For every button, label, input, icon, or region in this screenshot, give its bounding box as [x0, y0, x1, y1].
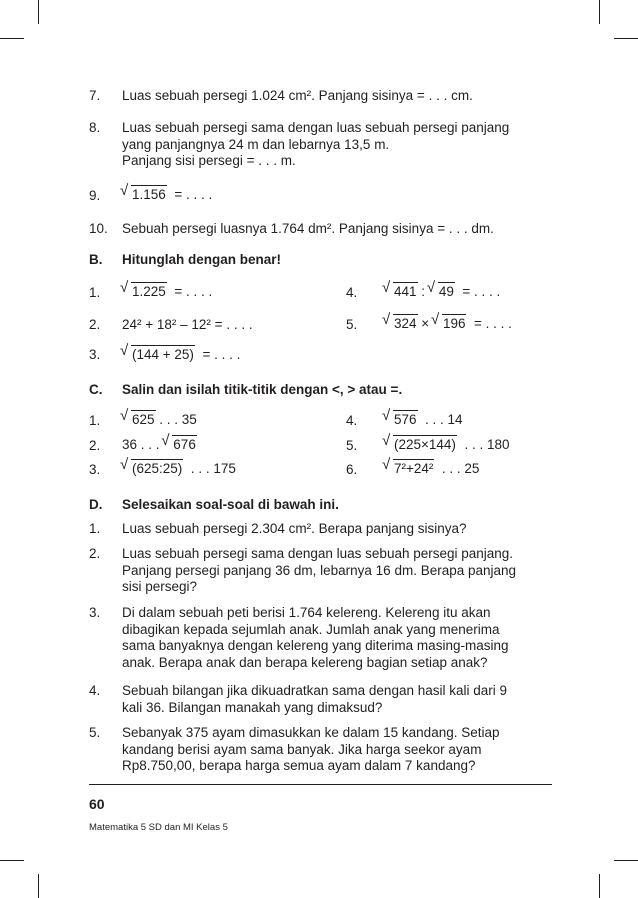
item-number: 5. — [346, 317, 358, 332]
item-number: 1. — [89, 521, 101, 536]
square-root: √ 196 — [433, 314, 467, 331]
square-root: √ 576 — [384, 410, 418, 427]
item-number: 5. — [89, 725, 101, 740]
page-number: 60 — [89, 796, 105, 812]
item-text: Luas sebuah persegi 1.024 cm². Panjang sisinya = . . . cm. — [122, 88, 473, 103]
crop-mark — [38, 874, 39, 898]
section-title: Selesaikan soal-soal di bawah ini. — [122, 497, 339, 512]
square-root: √ (625:25) — [122, 459, 183, 476]
item-expression: √ 7²+24² . . . 25 — [384, 459, 479, 476]
item-number: 2. — [89, 438, 101, 453]
square-root: √ 324 — [384, 314, 418, 331]
item-expression: √ (144 + 25) = . . . . — [122, 345, 240, 362]
square-root: √ 7²+24² — [384, 459, 434, 476]
item-expression: √ (225×144) . . . 180 — [384, 435, 509, 452]
item-number: 3. — [89, 462, 101, 477]
square-root: √ 49 — [429, 282, 455, 299]
item-number: 4. — [89, 683, 101, 698]
footer-divider — [89, 784, 552, 785]
item-number: 1. — [89, 413, 101, 428]
item-number: 9. — [89, 188, 101, 203]
item-number: 3. — [89, 605, 101, 620]
item-number: 5. — [346, 438, 358, 453]
item-expression: √ 1.225 = . . . . — [122, 282, 212, 299]
item-expression: √ 441 : √ 49 = . . . . — [384, 282, 500, 299]
item-number: 6. — [346, 462, 358, 477]
crop-mark — [614, 38, 638, 39]
section-letter: B. — [89, 252, 103, 267]
item-number: 2. — [89, 546, 101, 561]
crop-mark — [0, 38, 24, 39]
item-text: Di dalam sebuah peti berisi 1.764 kelereng. Kelereng itu akan dibagikan kepada sejumlah anak. Jumlah anak yang menerima sama banyaknya dengan kelereng yang diterima masing-masing anak. Berapa anak dan berapa kelereng bagian setiap anak? — [122, 605, 509, 670]
item-number: 1. — [89, 285, 101, 300]
square-root: √ 1.225 — [122, 282, 167, 299]
item-expression: √ (625:25) . . . 175 — [122, 459, 236, 476]
section-title: Salin dan isilah titik-titik dengan <, > atau =. — [122, 382, 403, 397]
item-text: Sebuah persegi luasnya 1.764 dm². Panjang sisinya = . . . dm. — [122, 221, 494, 236]
square-root: √ (225×144) — [384, 435, 457, 452]
crop-mark — [0, 860, 24, 861]
item-text: Sebuah bilangan jika dikuadratkan sama dengan hasil kali dari 9 kali 36. Bilangan manakah yang dimaksud? — [122, 683, 508, 715]
crop-mark — [38, 0, 39, 24]
section-letter: D. — [89, 497, 103, 512]
item-text: Luas sebuah persegi 2.304 cm². Berapa panjang sisinya? — [122, 521, 467, 536]
footer-text: Matematika 5 SD dan MI Kelas 5 — [89, 822, 228, 833]
item-number: 7. — [89, 88, 101, 103]
item-text: Luas sebuah persegi sama dengan luas sebuah persegi panjang. Panjang persegi panjang 36 dm, lebarnya 16 dm. Berapa panjang sisi persegi? — [122, 546, 517, 594]
item-number: 8. — [89, 120, 101, 135]
square-root: √ 441 — [384, 282, 418, 299]
item-expression: √ 576 . . . 14 — [384, 410, 463, 427]
square-root: √ 676 — [163, 435, 197, 452]
item-number: 4. — [346, 285, 358, 300]
item-expression: 36 . . . √ 676 — [122, 435, 197, 452]
item-text: Luas sebuah persegi sama dengan luas sebuah persegi panjang yang panjangnya 24 m dan lebarnya 13,5 m. Panjang sisi persegi = . . . m. — [122, 120, 510, 168]
square-root: √ 625 — [122, 410, 156, 427]
crop-mark — [614, 860, 638, 861]
item-number: 4. — [346, 413, 358, 428]
item-expression: 24² + 18² – 12² = . . . . — [122, 317, 253, 332]
item-expression: √ 1.156 = . . . . — [122, 185, 212, 202]
square-root: √ 1.156 — [122, 185, 167, 202]
square-root: √ (144 + 25) — [122, 345, 195, 362]
section-title: Hitunglah dengan benar! — [122, 252, 282, 267]
section-letter: C. — [89, 382, 103, 397]
crop-mark — [599, 874, 600, 898]
item-number: 3. — [89, 347, 101, 362]
item-expression: √ 625 . . . 35 — [122, 410, 197, 427]
item-expression: √ 324 × √ 196 = . . . . — [384, 314, 512, 331]
crop-mark — [599, 0, 600, 24]
item-text: Sebanyak 375 ayam dimasukkan ke dalam 15 kandang. Setiap kandang berisi ayam sama banyak. Jika harga seekor ayam Rp8.750,00, berapa harga semua ayam dalam 7 kandang? — [122, 725, 500, 773]
item-number: 10. — [89, 221, 108, 236]
item-number: 2. — [89, 317, 101, 332]
